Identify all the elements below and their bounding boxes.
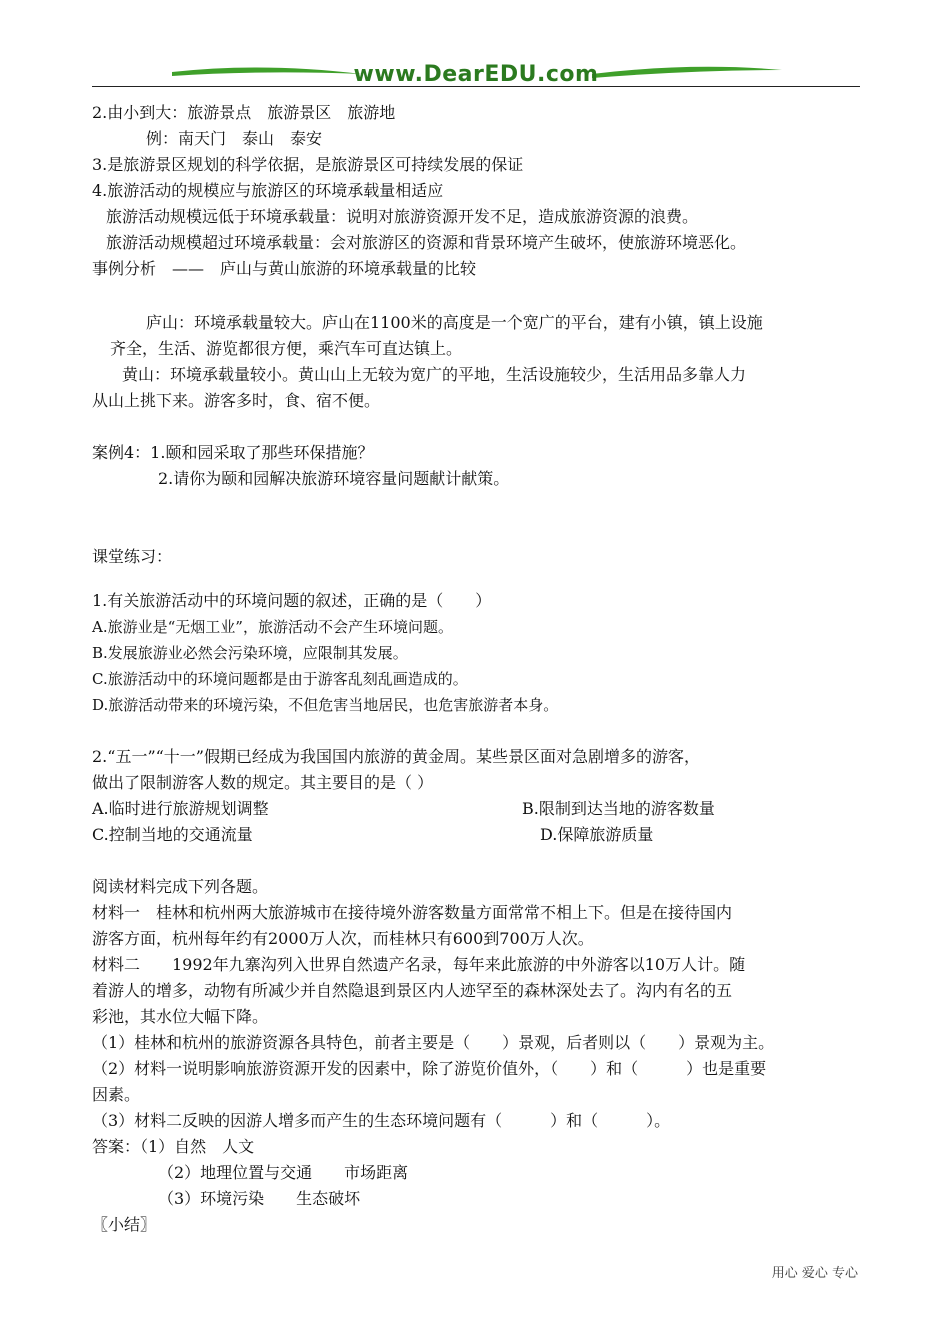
answer-text: （2）地理位置与交通 市场距离	[158, 1163, 409, 1182]
question-text: 1.有关旅游活动中的环境问题的叙述，正确的是（ ）	[92, 591, 492, 610]
question-text: （1）桂林和杭州的旅游资源各具特色，前者主要是（ ）景观，后者则以（ ）景观为主。	[92, 1033, 775, 1052]
section-heading: 课堂练习：	[92, 547, 173, 566]
summary-heading: 〖小结〗	[92, 1215, 157, 1234]
material-text: 材料二 1992年九寨沟列入世界自然遗产名录，每年来此旅游的中外游客以10万人计。随	[92, 955, 746, 974]
page-header	[92, 58, 860, 92]
text-line: 庐山：环境承载量较大。庐山在1100米的高度是一个宽广的平台，建有小镇，镇上设施	[146, 313, 763, 332]
text-line: 2.由小到大：旅游景点 旅游景区 旅游地	[92, 103, 396, 122]
text-line: 齐全，生活、游览都很方便，乘汽车可直达镇上。	[110, 339, 463, 358]
option-b: B.发展旅游业必然会污染环境，应限制其发展。	[92, 644, 408, 662]
question-text: 做出了限制游客人数的规定。其主要目的是（ ）	[92, 773, 434, 792]
text-line: 案例4：1.颐和园采取了那些环保措施？	[92, 443, 374, 462]
text-line: 例：南天门 泰山 泰安	[146, 129, 323, 148]
text-line: 旅游活动规模远低于环境承载量：说明对旅游资源开发不足，造成旅游资源的浪费。	[106, 207, 699, 226]
option-a: A.旅游业是“无烟工业”，旅游活动不会产生环境问题。	[92, 618, 453, 636]
header-rule	[92, 86, 860, 87]
option-d: D.保障旅游质量	[540, 825, 654, 844]
text-line: 黄山：环境承载量较小。黄山山上无较为宽广的平地，生活设施较少，生活用品多靠人力	[122, 365, 747, 384]
answer-text: 答案：（1）自然 人文	[92, 1137, 255, 1156]
question-text: （2）材料一说明影响旅游资源开发的因素中，除了游览价值外，（ ）和（ ）也是重要	[92, 1059, 767, 1078]
material-text: 着游人的增多，动物有所减少并自然隐退到景区内人迹罕至的森林深处去了。沟内有名的五	[92, 981, 733, 1000]
text-line: 旅游活动规模超过环境承载量：会对旅游区的资源和背景环境产生破坏，使旅游环境恶化。	[106, 233, 747, 252]
option-a: A.临时进行旅游规划调整	[92, 799, 269, 818]
material-text: 材料一 桂林和杭州两大旅游城市在接待境外游客数量方面常常不相上下。但是在接待国内	[92, 903, 733, 922]
text-line: 2.请你为颐和园解决旅游环境容量问题献计献策。	[158, 469, 510, 488]
question-text: 因素。	[92, 1085, 141, 1104]
option-d: D.旅游活动带来的环境污染，不但危害当地居民，也危害旅游者本身。	[92, 696, 559, 714]
site-logo-text: www.DearEDU.com	[353, 62, 599, 87]
option-c: C.旅游活动中的环境问题都是由于游客乱刻乱画造成的。	[92, 670, 468, 688]
question-text: 2.“五一”“十一”假期已经成为我国国内旅游的黄金周。某些景区面对急剧增多的游客，	[92, 747, 700, 766]
option-b: B.限制到达当地的游客数量	[522, 799, 715, 818]
text-line: 4.旅游活动的规模应与旅游区的环境承载量相适应	[92, 181, 444, 200]
text-line: 从山上挑下来。游客多时，食、宿不便。	[92, 391, 381, 410]
question-text: （3）材料二反映的因游人增多而产生的生态环境问题有（ ）和（ ）。	[92, 1111, 671, 1130]
text-line: 事例分析 —— 庐山与黄山旅游的环境承载量的比较	[92, 259, 477, 278]
answer-text: （3）环境污染 生态破坏	[158, 1189, 361, 1208]
material-text: 彩池，其水位大幅下降。	[92, 1007, 269, 1026]
text-line: 阅读材料完成下列各题。	[92, 877, 269, 896]
material-text: 游客方面，杭州每年约有2000万人次，而桂林只有600到700万人次。	[92, 929, 594, 948]
option-c: C.控制当地的交通流量	[92, 825, 253, 844]
page-footer: 用心 爱心 专心	[771, 1266, 858, 1281]
text-line: 3.是旅游景区规划的科学依据，是旅游景区可持续发展的保证	[92, 155, 524, 174]
